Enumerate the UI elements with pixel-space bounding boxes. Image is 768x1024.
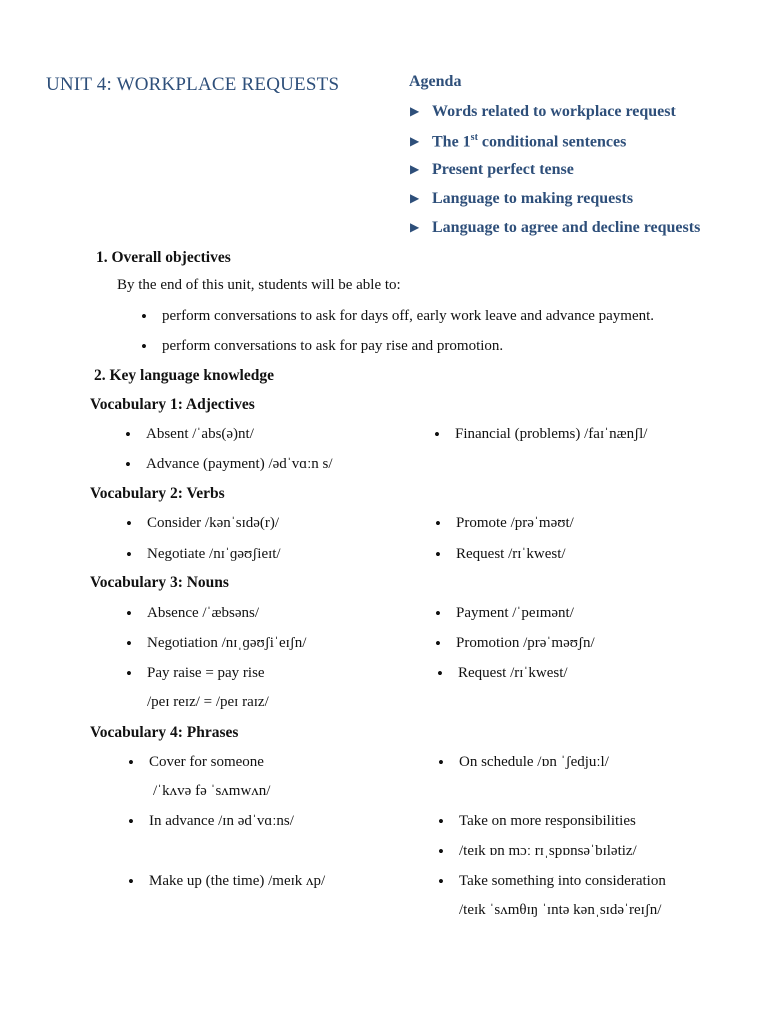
vocab-item: • Promote /prəˈməʊt/ bbox=[456, 515, 574, 532]
triangle-bullet-icon: ▶ bbox=[410, 134, 420, 149]
agenda-heading: Agenda bbox=[409, 73, 462, 90]
objective-bullet: • perform conversations to ask for days off, early work leave and advance payment. bbox=[162, 308, 654, 325]
vocab-item: • Take something into consideration bbox=[459, 873, 666, 890]
objectives-intro: By the end of this unit, students will be able to: bbox=[117, 277, 401, 293]
vocab-item: • Promotion /prəˈməʊʃn/ bbox=[456, 635, 595, 652]
agenda-item: ▶ The 1st conditional sentences bbox=[410, 132, 627, 151]
vocab-item: • Make up (the time) /meɪk ʌp/ bbox=[149, 873, 325, 890]
vocab-item: • Absent /ˈabs(ə)nt/ bbox=[146, 426, 254, 443]
vocab-item-continuation: /teɪk ˈsʌmθɪŋ ˈɪntə kənˌsɪdəˈreɪʃn/ bbox=[459, 902, 662, 918]
section-heading-objectives: 1. Overall objectives bbox=[96, 249, 231, 266]
vocab-item: • Financial (problems) /faɪˈnænʃl/ bbox=[455, 426, 647, 443]
vocab-item: • Absence /ˈæbsəns/ bbox=[147, 605, 259, 622]
vocab-item: • In advance /ɪn ədˈvɑːns/ bbox=[149, 813, 294, 830]
vocab-item: • On schedule /ɒn ˈʃedjuːl/ bbox=[459, 754, 609, 771]
vocab-item: • Request /rɪˈkwest/ bbox=[458, 665, 568, 682]
agenda-item: ▶ Words related to workplace request bbox=[410, 103, 676, 120]
vocab-item-continuation: /ˈkʌvə fə ˈsʌmwʌn/ bbox=[153, 783, 271, 799]
vocab-item: • Cover for someone bbox=[149, 754, 264, 771]
triangle-bullet-icon: ▶ bbox=[410, 104, 420, 118]
vocab-item: • Pay raise = pay rise bbox=[147, 665, 265, 682]
vocab-item: • Negotiate /nɪˈɡəʊʃieɪt/ bbox=[147, 546, 281, 563]
vocab-item: • Consider /kənˈsɪdə(r)/ bbox=[147, 515, 279, 532]
vocab-heading: Vocabulary 4: Phrases bbox=[90, 724, 239, 741]
agenda-item: ▶ Present perfect tense bbox=[410, 161, 574, 178]
vocab-heading: Vocabulary 3: Nouns bbox=[90, 574, 229, 591]
triangle-bullet-icon: ▶ bbox=[410, 162, 420, 176]
objective-bullet: • perform conversations to ask for pay rise and promotion. bbox=[162, 338, 503, 355]
page-title: UNIT 4: WORKPLACE REQUESTS bbox=[46, 74, 340, 95]
vocab-heading: Vocabulary 2: Verbs bbox=[90, 485, 225, 502]
vocab-item: • Request /rɪˈkwest/ bbox=[456, 546, 566, 563]
vocab-item: • Take on more responsibilities bbox=[459, 813, 636, 830]
vocab-item: • Payment /ˈpeɪmənt/ bbox=[456, 605, 574, 622]
vocab-item-continuation: /peɪ reɪz/ = /peɪ raɪz/ bbox=[147, 694, 269, 710]
triangle-bullet-icon: ▶ bbox=[410, 220, 420, 234]
vocab-heading: Vocabulary 1: Adjectives bbox=[90, 396, 255, 413]
agenda-item: ▶ Language to making requests bbox=[410, 190, 634, 207]
agenda-item: ▶ Language to agree and decline requests bbox=[410, 219, 701, 236]
triangle-bullet-icon: ▶ bbox=[410, 191, 420, 205]
section-heading-language: 2. Key language knowledge bbox=[94, 367, 274, 384]
vocab-item: • /teɪk ɒn mɔː rɪˌspɒnsəˈbɪlətiz/ bbox=[459, 843, 637, 860]
vocab-item: • Advance (payment) /ədˈvɑːn s/ bbox=[146, 456, 333, 473]
vocab-item: • Negotiation /nɪˌɡəʊʃiˈeɪʃn/ bbox=[147, 635, 306, 652]
